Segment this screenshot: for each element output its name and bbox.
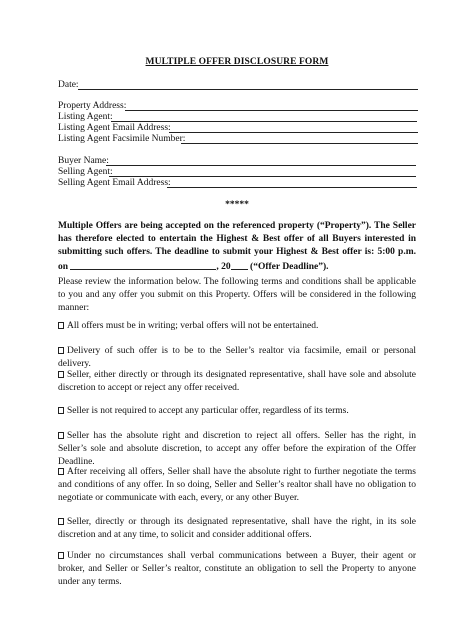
term-text: After receiving all offers, Seller shall have the absolute right to further negotiate the terms and conditions of any offer. In so doing, Seller and Seller’s realtor shall have no obligation to negotiate or communicate with each, every, or any other Buyer. — [58, 467, 416, 504]
selling-agent-email-line — [167, 187, 417, 188]
term-item — [58, 320, 416, 333]
selling-agent-email-field[interactable] — [58, 178, 171, 189]
deadline-year-blank[interactable] — [231, 260, 248, 270]
intro-year-prefix: , 20 — [216, 261, 231, 272]
property-address-label: Property Address: — [58, 101, 127, 111]
term-item — [58, 516, 416, 542]
buyer-name-line — [106, 165, 416, 166]
term-text: All offers must be in writing; verbal offers will not be entertained. — [67, 321, 319, 331]
intro-paragraph — [58, 220, 416, 274]
term-item — [58, 345, 416, 371]
checkbox-icon[interactable] — [58, 432, 64, 439]
selling-agent-label: Selling Agent: — [58, 167, 113, 177]
form-title: MULTIPLE OFFER DISCLOSURE FORM — [145, 57, 329, 67]
term-item — [58, 466, 416, 506]
property-address-line — [125, 110, 418, 111]
term-item — [58, 550, 416, 590]
listing-agent-field[interactable] — [58, 112, 113, 123]
listing-agent-email-line — [169, 132, 418, 133]
term-text: Delivery of such offer is to be to the Seller’s realtor via facsimile, email or personal delivery. — [58, 346, 416, 370]
selling-agent-field[interactable] — [58, 167, 113, 178]
term-item — [58, 430, 416, 470]
term-item — [58, 369, 416, 395]
term-text: Under no circumstances shall verbal communications between a Buyer, their agent or broker, and Seller or Seller’s realtor, constitute an obligation to sell the Property to anyone under any terms. — [58, 551, 416, 588]
review-paragraph: Please review the information below. The following terms and conditions shall be applicable to you and any offer you submit on this Property. Offers will be considered in the following manner: — [58, 277, 416, 314]
checkbox-icon[interactable] — [58, 371, 64, 378]
checkbox-icon[interactable] — [58, 518, 64, 525]
date-field[interactable] — [58, 80, 79, 91]
listing-agent-fax-label: Listing Agent Facsimile Number: — [58, 134, 186, 144]
term-text: Seller is not required to accept any particular offer, regardless of its terms. — [67, 406, 349, 416]
listing-agent-email-field[interactable] — [58, 123, 171, 134]
property-address-field[interactable] — [58, 101, 126, 112]
term-item — [58, 405, 416, 418]
checkbox-icon[interactable] — [58, 347, 64, 354]
date-label: Date: — [58, 80, 79, 90]
section-separator: ***** — [225, 200, 249, 210]
listing-agent-fax-field[interactable] — [58, 134, 185, 145]
intro-deadline-label: (“Offer Deadline”). — [250, 261, 329, 272]
checkbox-icon[interactable] — [58, 552, 64, 559]
listing-agent-fax-line — [181, 143, 418, 144]
buyer-name-field[interactable] — [58, 156, 109, 167]
date-line — [78, 89, 418, 90]
term-text: Seller, directly or through its designated representative, shall have the right, in its sole discretion and at any time, to solicit and consider additional offers. — [58, 517, 416, 541]
checkbox-icon[interactable] — [58, 407, 64, 414]
term-text: Seller, either directly or through its designated representative, shall have sole and absolute discretion to accept or reject any offer received. — [58, 370, 416, 394]
listing-agent-label: Listing Agent: — [58, 112, 113, 122]
intro-text: Multiple Offers are being accepted on the referenced property (“Property”). The Seller has therefore elected to entertain the Highest & Best offer of all Buyers interested in submitting such offers. The deadline to submit your Highest & Best offer is: 5:00 p.m. on — [58, 221, 416, 272]
deadline-date-blank[interactable] — [70, 260, 216, 270]
buyer-name-label: Buyer Name: — [58, 156, 109, 166]
checkbox-icon[interactable] — [58, 322, 64, 329]
selling-agent-email-label: Selling Agent Email Address: — [58, 178, 171, 188]
selling-agent-line — [109, 176, 416, 177]
listing-agent-email-label: Listing Agent Email Address: — [58, 123, 171, 133]
checkbox-icon[interactable] — [58, 468, 64, 475]
listing-agent-line — [111, 121, 417, 122]
term-text: Seller has the absolute right and discretion to reject all offers. Seller has the right, in Seller’s sole and absolute discretion, to accept any offer before the expiration of the Offer Deadline. — [58, 431, 416, 468]
